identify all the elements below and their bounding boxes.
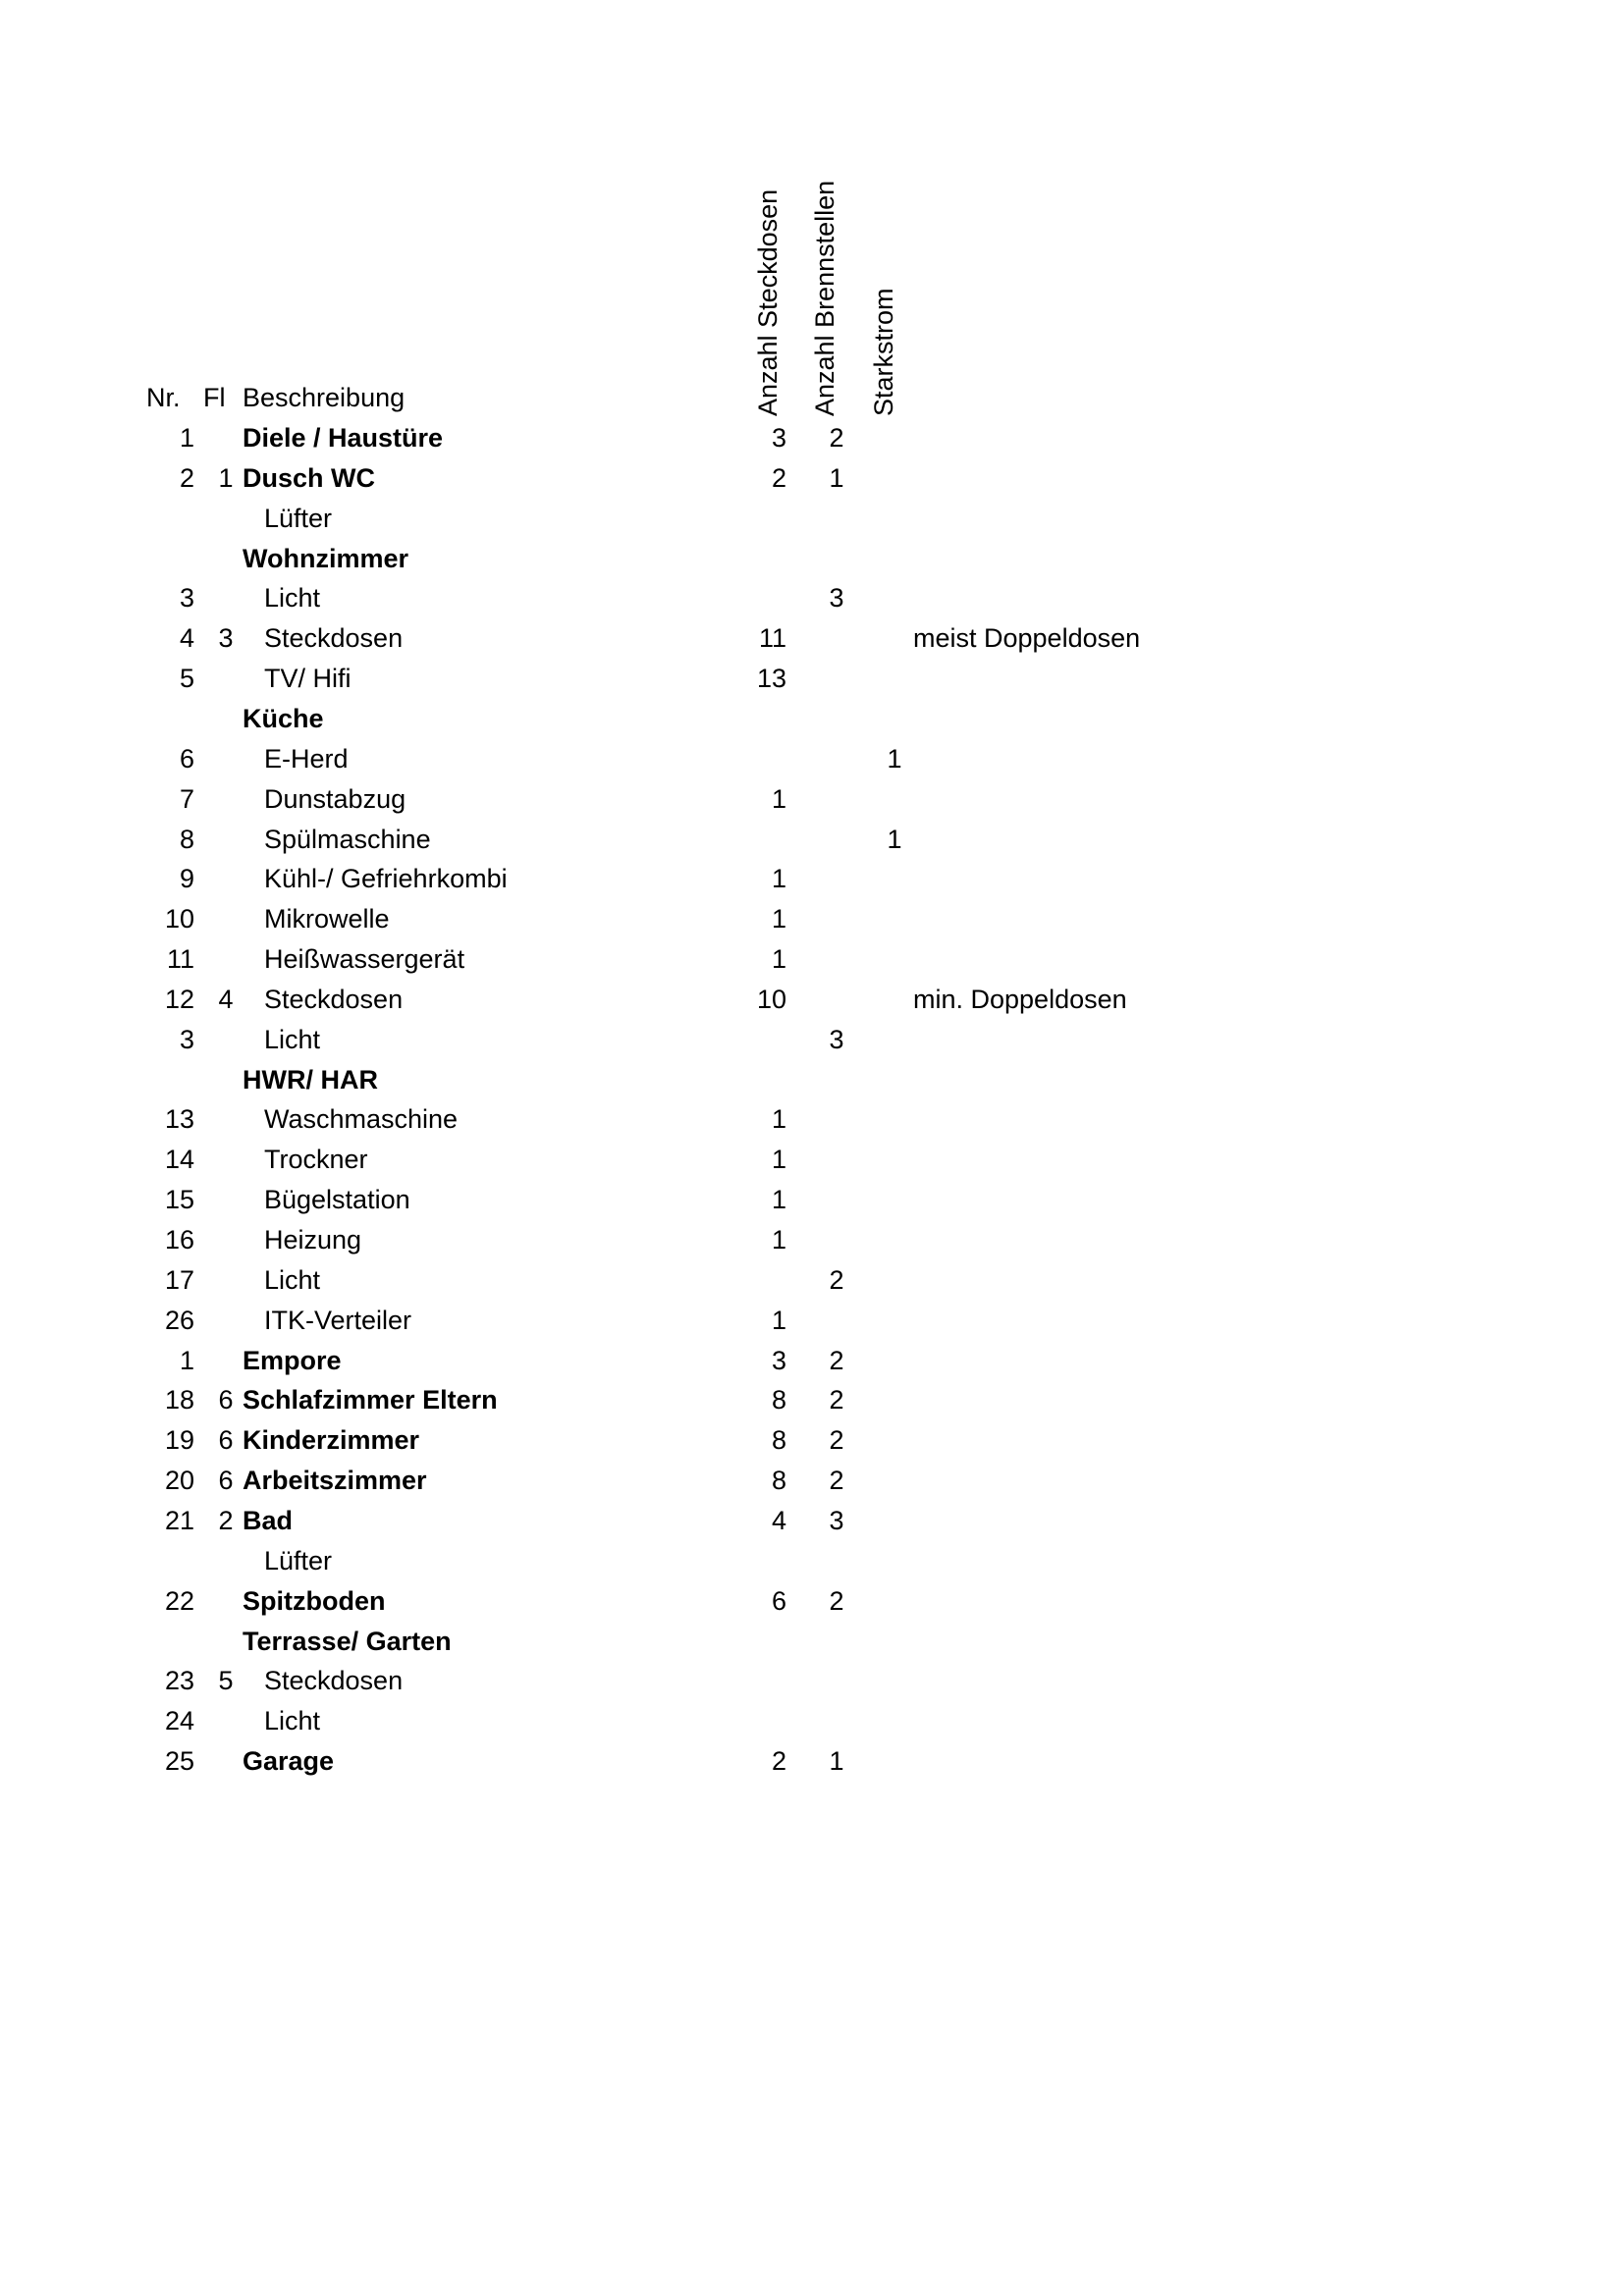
row-nr: 7 <box>179 783 194 814</box>
row-nr: 3 <box>179 583 194 614</box>
row-beschreibung: TV/ Hifi <box>264 664 352 694</box>
row-anzahl-brennstellen: 2 <box>829 1425 844 1456</box>
row-beschreibung: Garage <box>243 1746 335 1777</box>
row-anzahl-steckdosen: 1 <box>771 1104 786 1135</box>
row-nr: 11 <box>166 944 194 975</box>
row-beschreibung: Heißwassergerät <box>264 944 465 975</box>
table-row <box>0 739 1624 779</box>
header-anzahl-brennstellen: Anzahl Brennstellen <box>810 180 839 416</box>
header-beschreibung: Beschreibung <box>243 383 406 412</box>
row-anzahl-brennstellen: 2 <box>829 1345 844 1375</box>
row-nr: 19 <box>164 1425 194 1456</box>
table-row <box>0 618 1624 659</box>
row-fl: 4 <box>218 984 234 1014</box>
row-beschreibung: Bügelstation <box>264 1185 410 1215</box>
row-anzahl-brennstellen: 2 <box>829 1466 844 1496</box>
header-starkstrom: Starkstrom <box>869 288 898 416</box>
table-row <box>0 1622 1624 1662</box>
row-nr: 14 <box>164 1145 194 1175</box>
row-beschreibung: Steckdosen <box>264 623 404 654</box>
row-anzahl-steckdosen: 1 <box>771 1145 786 1175</box>
row-anzahl-steckdosen: 11 <box>758 623 786 654</box>
row-beschreibung: Kühl-/ Gefriehrkombi <box>264 864 508 894</box>
table-row <box>0 859 1624 899</box>
row-beschreibung: Kinderzimmer <box>243 1425 420 1456</box>
table-row <box>0 1260 1624 1301</box>
row-nr: 18 <box>164 1385 194 1415</box>
table-row <box>0 939 1624 980</box>
row-beschreibung: Diele / Haustüre <box>243 423 444 453</box>
row-fl: 5 <box>218 1666 234 1696</box>
row-anzahl-brennstellen: 3 <box>829 1024 844 1054</box>
row-anzahl-steckdosen: 3 <box>771 1345 786 1375</box>
row-anzahl-brennstellen: 2 <box>829 1585 844 1616</box>
table-row <box>0 1461 1624 1501</box>
row-nr: 22 <box>164 1585 194 1616</box>
row-anzahl-steckdosen: 1 <box>771 864 786 894</box>
row-anzahl-brennstellen: 2 <box>829 1264 844 1295</box>
row-beschreibung: Licht <box>264 1264 321 1295</box>
table-row <box>0 1099 1624 1140</box>
row-beschreibung: Waschmaschine <box>264 1104 459 1135</box>
table-row <box>0 1060 1624 1100</box>
table-row <box>0 1661 1624 1701</box>
row-beschreibung: Licht <box>264 583 321 614</box>
table-row <box>0 1741 1624 1782</box>
table-row <box>0 1380 1624 1420</box>
row-nr: 9 <box>179 864 194 894</box>
row-nr: 15 <box>164 1185 194 1215</box>
row-starkstrom: 1 <box>887 824 902 854</box>
row-anzahl-brennstellen: 2 <box>829 1385 844 1415</box>
row-anzahl-steckdosen: 1 <box>771 1185 786 1215</box>
table-row <box>0 779 1624 820</box>
row-fl: 1 <box>218 462 234 493</box>
row-nr: 13 <box>164 1104 194 1135</box>
table-row <box>0 1541 1624 1581</box>
row-beschreibung: Lüfter <box>264 1545 333 1575</box>
row-anzahl-steckdosen: 8 <box>771 1466 786 1496</box>
table-row <box>0 1420 1624 1461</box>
table-row <box>0 418 1624 458</box>
table-row <box>0 499 1624 539</box>
row-nr: 1 <box>179 1345 194 1375</box>
row-beschreibung: E-Herd <box>264 743 349 774</box>
header-anzahl-steckdosen: Anzahl Steckdosen <box>753 188 783 416</box>
table-row <box>0 1220 1624 1260</box>
table-row <box>0 1501 1624 1541</box>
row-nr: 10 <box>164 904 194 934</box>
table-row <box>0 820 1624 860</box>
row-anzahl-steckdosen: 3 <box>771 423 786 453</box>
row-nr: 23 <box>164 1666 194 1696</box>
table-row <box>0 1020 1624 1060</box>
row-nr: 16 <box>164 1225 194 1255</box>
header-nr: Nr. <box>146 383 181 412</box>
row-nr: 21 <box>164 1505 194 1535</box>
table-row <box>0 1180 1624 1220</box>
row-beschreibung: Trockner <box>264 1145 368 1175</box>
row-anzahl-steckdosen: 1 <box>771 1225 786 1255</box>
row-fl: 2 <box>218 1505 234 1535</box>
row-bemerkung: min. Doppeldosen <box>913 984 1127 1014</box>
table-row <box>0 458 1624 499</box>
row-anzahl-brennstellen: 1 <box>829 462 844 493</box>
row-anzahl-steckdosen: 1 <box>771 904 786 934</box>
table-row <box>0 1701 1624 1741</box>
row-nr: 12 <box>164 984 194 1014</box>
row-nr: 4 <box>179 623 194 654</box>
row-anzahl-steckdosen: 1 <box>771 783 786 814</box>
table-row <box>0 980 1624 1020</box>
row-anzahl-brennstellen: 1 <box>829 1746 844 1777</box>
row-beschreibung: Mikrowelle <box>264 904 390 934</box>
row-nr: 2 <box>179 462 194 493</box>
row-starkstrom: 1 <box>887 743 902 774</box>
row-bemerkung: meist Doppeldosen <box>913 623 1141 654</box>
row-beschreibung: Spitzboden <box>243 1585 386 1616</box>
row-anzahl-steckdosen: 8 <box>771 1425 786 1456</box>
row-anzahl-brennstellen: 2 <box>829 423 844 453</box>
row-nr: 26 <box>164 1305 194 1335</box>
row-anzahl-steckdosen: 2 <box>771 1746 786 1777</box>
row-beschreibung: Bad <box>243 1505 294 1535</box>
row-beschreibung: Lüfter <box>264 503 333 533</box>
row-nr: 1 <box>179 423 194 453</box>
row-beschreibung: Wohnzimmer <box>243 543 409 573</box>
row-anzahl-steckdosen: 8 <box>771 1385 786 1415</box>
row-nr: 17 <box>164 1264 194 1295</box>
row-beschreibung: Küche <box>243 703 324 733</box>
table-row <box>0 699 1624 739</box>
table-row <box>0 539 1624 579</box>
row-nr: 8 <box>179 824 194 854</box>
header-fl: Fl <box>203 383 226 412</box>
row-nr: 24 <box>164 1706 194 1736</box>
row-fl: 6 <box>218 1425 234 1456</box>
row-anzahl-steckdosen: 2 <box>771 462 786 493</box>
row-nr: 3 <box>179 1024 194 1054</box>
row-beschreibung: Licht <box>264 1024 321 1054</box>
row-beschreibung: Schlafzimmer Eltern <box>243 1385 498 1415</box>
row-beschreibung: Dusch WC <box>243 462 375 493</box>
row-nr: 5 <box>179 664 194 694</box>
row-fl: 3 <box>218 623 234 654</box>
row-anzahl-steckdosen: 1 <box>771 1305 786 1335</box>
row-beschreibung: Spülmaschine <box>264 824 431 854</box>
row-beschreibung: ITK-Verteiler <box>264 1305 412 1335</box>
row-beschreibung: Arbeitszimmer <box>243 1466 427 1496</box>
row-beschreibung: Empore <box>243 1345 342 1375</box>
row-anzahl-steckdosen: 10 <box>756 984 786 1014</box>
row-beschreibung: Steckdosen <box>264 1666 404 1696</box>
row-anzahl-steckdosen: 1 <box>771 944 786 975</box>
row-fl: 6 <box>218 1466 234 1496</box>
row-beschreibung: Steckdosen <box>264 984 404 1014</box>
table-row <box>0 578 1624 618</box>
table-row <box>0 659 1624 699</box>
row-beschreibung: Heizung <box>264 1225 362 1255</box>
table-row <box>0 1341 1624 1381</box>
row-anzahl-brennstellen: 3 <box>829 583 844 614</box>
table-row <box>0 899 1624 939</box>
row-beschreibung: Licht <box>264 1706 321 1736</box>
row-anzahl-steckdosen: 4 <box>771 1505 786 1535</box>
row-beschreibung: Terrasse/ Garten <box>243 1626 452 1656</box>
table-row <box>0 1581 1624 1622</box>
row-fl: 6 <box>218 1385 234 1415</box>
row-nr: 6 <box>179 743 194 774</box>
row-beschreibung: Dunstabzug <box>264 783 406 814</box>
row-nr: 25 <box>164 1746 194 1777</box>
table-row <box>0 1140 1624 1180</box>
row-anzahl-brennstellen: 3 <box>829 1505 844 1535</box>
row-beschreibung: HWR/ HAR <box>243 1064 378 1095</box>
table-row <box>0 1301 1624 1341</box>
row-anzahl-steckdosen: 6 <box>771 1585 786 1616</box>
row-anzahl-steckdosen: 13 <box>756 664 786 694</box>
row-nr: 20 <box>164 1466 194 1496</box>
